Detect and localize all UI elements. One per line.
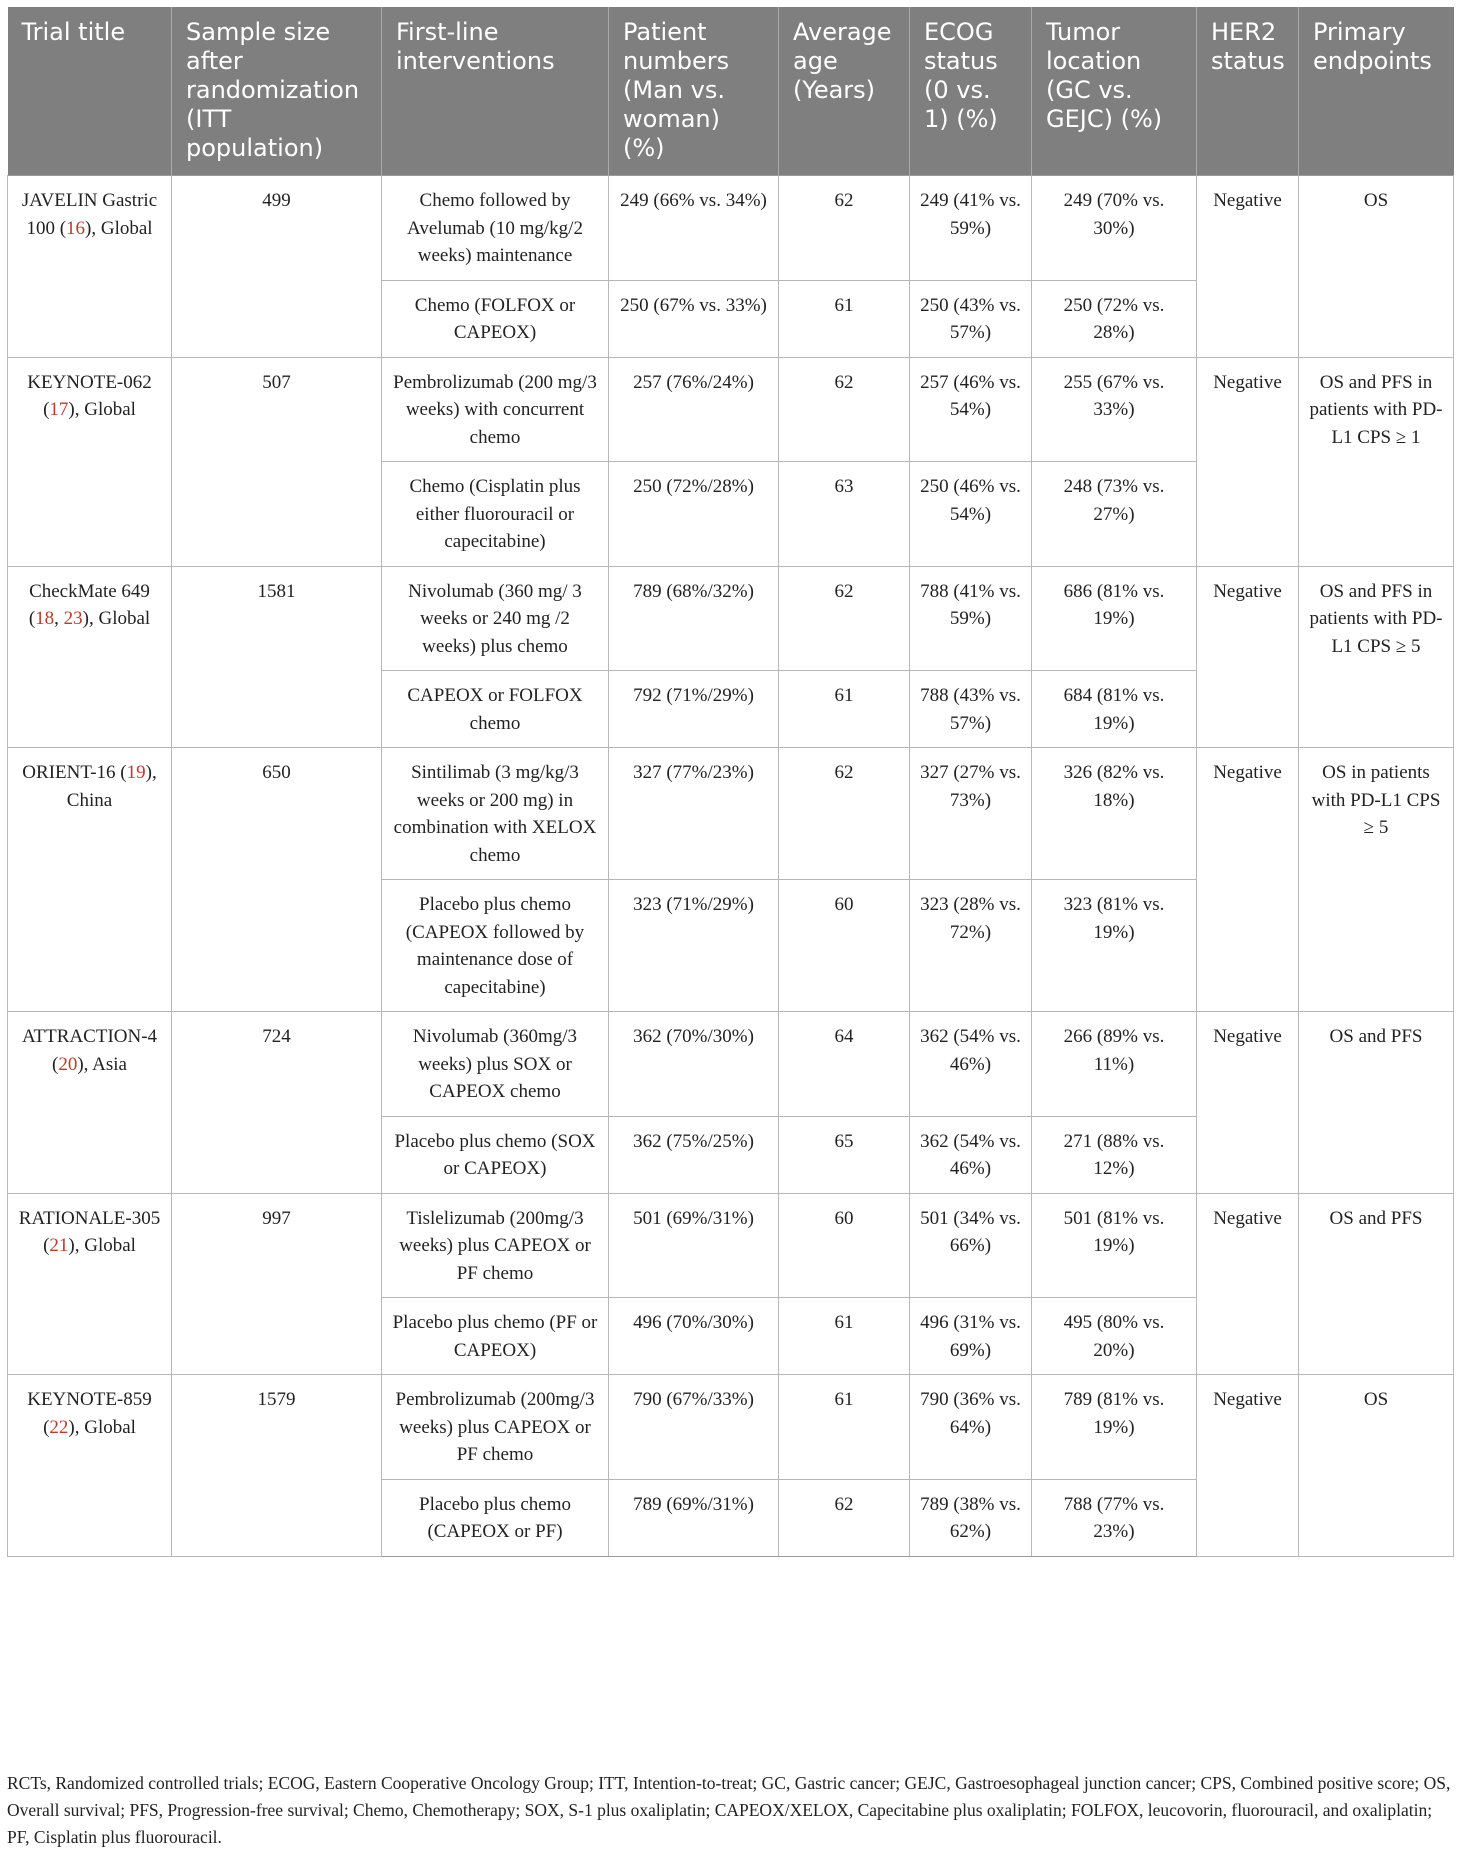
patient-numbers-cell: 249 (66% vs. 34%): [609, 176, 779, 281]
intervention-cell: Sintilimab (3 mg/kg/3 weeks or 200 mg) in combination with XELOX chemo: [382, 748, 609, 880]
average-age-cell: 64: [779, 1012, 910, 1117]
tumor-location-cell: 249 (70% vs. 30%): [1032, 176, 1197, 281]
average-age-cell: 61: [779, 280, 910, 357]
header-primary-endpoints: Primary endpoints: [1299, 7, 1454, 176]
header-trial-title: Trial title: [8, 7, 172, 176]
sample-size-cell: 997: [172, 1193, 382, 1375]
primary-endpoints-cell: OS and PFS in patients with PD-L1 CPS ≥ 5: [1299, 566, 1454, 748]
ecog-status-cell: 788 (43% vs. 57%): [910, 671, 1032, 748]
average-age-cell: 61: [779, 671, 910, 748]
intervention-cell: Pembrolizumab (200mg/3 weeks) plus CAPEOX or PF chemo: [382, 1375, 609, 1480]
patient-numbers-cell: 257 (76%/24%): [609, 357, 779, 462]
ecog-status-cell: 362 (54% vs. 46%): [910, 1116, 1032, 1193]
tumor-location-cell: 501 (81% vs. 19%): [1032, 1193, 1197, 1298]
trial-title-cell: [8, 357, 172, 566]
trial-region: ), Asia: [77, 1053, 127, 1075]
reference-link[interactable]: 19: [126, 762, 146, 783]
average-age-cell: 62: [779, 176, 910, 281]
ecog-status-cell: 501 (34% vs. 66%): [910, 1193, 1032, 1298]
trial-title-cell: [8, 1375, 172, 1557]
intervention-cell: Placebo plus chemo (CAPEOX or PF): [382, 1479, 609, 1556]
primary-endpoints-cell: OS and PFS: [1299, 1193, 1454, 1375]
intervention-cell: Placebo plus chemo (PF or CAPEOX): [382, 1298, 609, 1375]
average-age-cell: 62: [779, 1479, 910, 1556]
primary-endpoints-cell: OS and PFS in patients with PD-L1 CPS ≥ 1: [1299, 357, 1454, 566]
sample-size-cell: 1581: [172, 566, 382, 748]
average-age-cell: 61: [779, 1375, 910, 1480]
patient-numbers-cell: 250 (67% vs. 33%): [609, 280, 779, 357]
ecog-status-cell: 788 (41% vs. 59%): [910, 566, 1032, 671]
reference-link[interactable]: 17: [49, 399, 69, 420]
trial-name: JAVELIN Gastric 100 (: [21, 190, 158, 239]
average-age-cell: 61: [779, 1298, 910, 1375]
patient-numbers-cell: 327 (77%/23%): [609, 748, 779, 880]
trial-title-cell: [8, 1012, 172, 1194]
table-footnote: RCTs, Randomized controlled trials; ECOG, Eastern Cooperative Oncology Group; ITT, Intention-to-treat; GC, Gastric cancer; GEJC, Gastroesophageal junction cancer; CPS, Combined positive score; OS, Overall survival; PFS, Progression-free survival; Chemo, Chemotherapy; SOX, S-1 plus oxaliplatin; CAPEOX/XELOX, Capecitabine plus oxaliplatin; FOLFOX, leucovorin, fluorouracil, and oxaliplatin; PF, Cisplatin plus fluorouracil.: [7, 1773, 1451, 1847]
reference-link[interactable]: 20: [58, 1053, 78, 1075]
ecog-status-cell: 789 (38% vs. 62%): [910, 1479, 1032, 1556]
patient-numbers-cell: 790 (67%/33%): [609, 1375, 779, 1480]
intervention-cell: Chemo followed by Avelumab (10 mg/kg/2 weeks) maintenance: [382, 176, 609, 281]
patient-numbers-cell: 789 (69%/31%): [609, 1479, 779, 1556]
patient-numbers-cell: 362 (70%/30%): [609, 1012, 779, 1117]
average-age-cell: 60: [779, 880, 910, 1012]
tumor-location-cell: 495 (80% vs. 20%): [1032, 1298, 1197, 1375]
reference-link[interactable]: 23: [63, 608, 83, 629]
tumor-location-cell: 788 (77% vs. 23%): [1032, 1479, 1197, 1556]
table-row: [8, 1012, 1454, 1117]
intervention-cell: Placebo plus chemo (CAPEOX followed by maintenance dose of capecitabine): [382, 880, 609, 1012]
trial-name: RATIONALE-305 (: [18, 1207, 161, 1256]
intervention-cell: Pembrolizumab (200 mg/3 weeks) with concurrent chemo: [382, 357, 609, 462]
table-body: [8, 176, 1454, 1557]
header-interventions: First-line interventions: [382, 7, 609, 176]
table-row: [8, 566, 1454, 671]
trial-name: KEYNOTE-859 (: [27, 1389, 152, 1438]
trial-region: ), Global: [82, 608, 151, 629]
table-row: [8, 176, 1454, 281]
trial-name: ATTRACTION-4 (: [21, 1026, 158, 1075]
ecog-status-cell: 257 (46% vs. 54%): [910, 357, 1032, 462]
trial-name: KEYNOTE-062 (: [27, 371, 152, 420]
header-average-age: Average age (Years): [779, 7, 910, 176]
patient-numbers-cell: 323 (71%/29%): [609, 880, 779, 1012]
ecog-status-cell: 249 (41% vs. 59%): [910, 176, 1032, 281]
sample-size-cell: 650: [172, 748, 382, 1012]
primary-endpoints-cell: OS in patients with PD-L1 CPS ≥ 5: [1299, 748, 1454, 1012]
table-row: [8, 1193, 1454, 1298]
her2-status-cell: Negative: [1197, 176, 1299, 358]
ecog-status-cell: 250 (43% vs. 57%): [910, 280, 1032, 357]
trial-name: ORIENT-16 (: [22, 762, 127, 783]
tumor-location-cell: 323 (81% vs. 19%): [1032, 880, 1197, 1012]
average-age-cell: 60: [779, 1193, 910, 1298]
tumor-location-cell: 789 (81% vs. 19%): [1032, 1375, 1197, 1480]
tumor-location-cell: 326 (82% vs. 18%): [1032, 748, 1197, 880]
patient-numbers-cell: 250 (72%/28%): [609, 462, 779, 567]
average-age-cell: 63: [779, 462, 910, 567]
average-age-cell: 62: [779, 357, 910, 462]
trial-title-cell: [8, 1193, 172, 1375]
reference-link[interactable]: 22: [49, 1416, 69, 1438]
intervention-cell: Placebo plus chemo (SOX or CAPEOX): [382, 1116, 609, 1193]
primary-endpoints-cell: OS and PFS: [1299, 1012, 1454, 1194]
reference-link[interactable]: 21: [49, 1235, 69, 1256]
tumor-location-cell: 266 (89% vs. 11%): [1032, 1012, 1197, 1117]
her2-status-cell: Negative: [1197, 1193, 1299, 1375]
intervention-cell: CAPEOX or FOLFOX chemo: [382, 671, 609, 748]
sample-size-cell: 1579: [172, 1375, 382, 1557]
trial-region: ), Global: [85, 217, 153, 239]
tumor-location-cell: 255 (67% vs. 33%): [1032, 357, 1197, 462]
intervention-cell: Chemo (FOLFOX or CAPEOX): [382, 280, 609, 357]
sample-size-cell: 499: [172, 176, 382, 358]
her2-status-cell: Negative: [1197, 1375, 1299, 1557]
reference-link[interactable]: 18: [35, 608, 55, 629]
primary-endpoints-cell: OS: [1299, 176, 1454, 358]
trial-title-cell: [8, 748, 172, 1012]
primary-endpoints-cell: OS: [1299, 1375, 1454, 1557]
table-row: [8, 1375, 1454, 1480]
header-tumor-location: Tumor location (GC vs. GEJC) (%): [1032, 7, 1197, 176]
header-patient-numbers: Patient numbers (Man vs. woman) (%): [609, 7, 779, 176]
table-container: [7, 7, 1453, 1557]
tumor-location-cell: 271 (88% vs. 12%): [1032, 1116, 1197, 1193]
intervention-cell: Nivolumab (360 mg/ 3 weeks or 240 mg /2 weeks) plus chemo: [382, 566, 609, 671]
patient-numbers-cell: 496 (70%/30%): [609, 1298, 779, 1375]
tumor-location-cell: 250 (72% vs. 28%): [1032, 280, 1197, 357]
header-her2-status: HER2 status: [1197, 7, 1299, 176]
intervention-cell: Nivolumab (360mg/3 weeks) plus SOX or CAPEOX chemo: [382, 1012, 609, 1117]
tumor-location-cell: 686 (81% vs. 19%): [1032, 566, 1197, 671]
trial-region: ), Global: [68, 1416, 136, 1438]
ecog-status-cell: 362 (54% vs. 46%): [910, 1012, 1032, 1117]
average-age-cell: 62: [779, 748, 910, 880]
reference-link[interactable]: 16: [66, 217, 86, 239]
patient-numbers-cell: 792 (71%/29%): [609, 671, 779, 748]
header-row: [8, 7, 1454, 176]
trial-name: CheckMate 649 (: [28, 580, 150, 629]
ecog-status-cell: 496 (31% vs. 69%): [910, 1298, 1032, 1375]
table-row: [8, 748, 1454, 880]
intervention-cell: Chemo (Cisplatin plus either fluorouracil or capecitabine): [382, 462, 609, 567]
table-header: [8, 7, 1454, 176]
sample-size-cell: 507: [172, 357, 382, 566]
header-ecog-status: ECOG status (0 vs. 1) (%): [910, 7, 1032, 176]
tumor-location-cell: 684 (81% vs. 19%): [1032, 671, 1197, 748]
ecog-status-cell: 790 (36% vs. 64%): [910, 1375, 1032, 1480]
ecog-status-cell: 323 (28% vs. 72%): [910, 880, 1032, 1012]
ecog-status-cell: 250 (46% vs. 54%): [910, 462, 1032, 567]
her2-status-cell: Negative: [1197, 748, 1299, 1012]
ecog-status-cell: 327 (27% vs. 73%): [910, 748, 1032, 880]
header-sample-size: Sample size after randomization (ITT population): [172, 7, 382, 176]
her2-status-cell: Negative: [1197, 1012, 1299, 1194]
average-age-cell: 65: [779, 1116, 910, 1193]
her2-status-cell: Negative: [1197, 566, 1299, 748]
trial-region: ), Global: [68, 399, 136, 420]
patient-numbers-cell: 501 (69%/31%): [609, 1193, 779, 1298]
table-row: [8, 357, 1454, 462]
trial-region: ), Global: [68, 1235, 136, 1256]
trial-title-cell: CheckMate 649 (18, 23), Global: [8, 566, 172, 748]
average-age-cell: 62: [779, 566, 910, 671]
patient-numbers-cell: 789 (68%/32%): [609, 566, 779, 671]
trial-region: ), China: [66, 762, 157, 811]
sample-size-cell: 724: [172, 1012, 382, 1194]
patient-numbers-cell: 362 (75%/25%): [609, 1116, 779, 1193]
her2-status-cell: Negative: [1197, 357, 1299, 566]
intervention-cell: Tislelizumab (200mg/3 weeks) plus CAPEOX or PF chemo: [382, 1193, 609, 1298]
rct-comparison-table: [7, 7, 1454, 1557]
trial-title-cell: [8, 176, 172, 358]
tumor-location-cell: 248 (73% vs. 27%): [1032, 462, 1197, 567]
